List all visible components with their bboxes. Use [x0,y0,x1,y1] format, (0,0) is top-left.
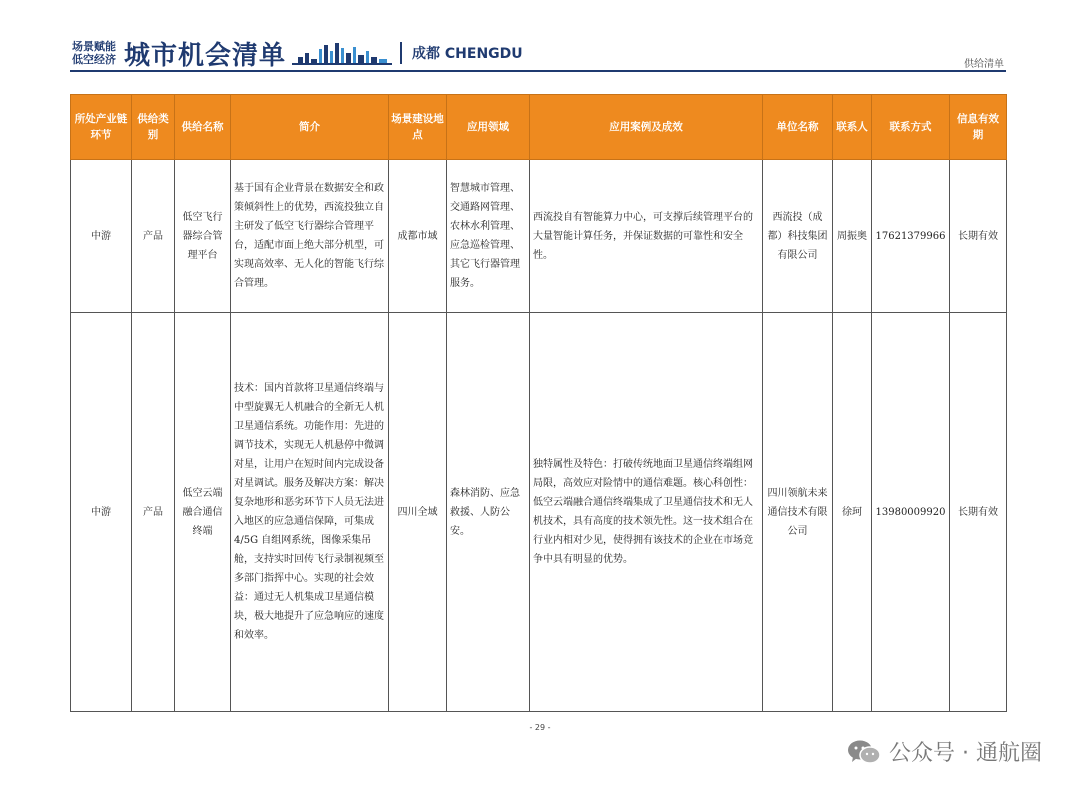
watermark-text: 公众号 · 通航圈 [889,741,1042,766]
col-header-phone: 联系方式 [872,95,950,160]
cell-name: 低空飞行器综合管理平台 [175,160,231,313]
page-header [72,36,523,70]
cell-phone: 17621379966 [872,160,950,313]
section-label: 供给清单 [964,59,1004,70]
cell-name: 低空云端融合通信终端 [175,313,231,712]
header-tag-line2: 低空经济 [72,53,116,66]
col-header-category: 供给类别 [132,95,175,160]
header-tag [72,40,116,66]
cell-validity: 长期有效 [950,160,1007,313]
header-divider [400,42,402,64]
header-tag-line1: 场景赋能 [72,40,116,53]
cell-phone: 13980009920 [872,313,950,712]
col-header-name: 供给名称 [175,95,231,160]
table-header-row [71,95,1007,160]
cell-org: 西流投（成都）科技集团有限公司 [763,160,833,313]
col-header-validity: 信息有效期 [950,95,1007,160]
col-header-location: 场景建设地点 [389,95,447,160]
cell-category: 产品 [132,160,175,313]
supply-table [70,94,1007,712]
col-header-stage: 所处产业链环节 [71,95,132,160]
cell-intro: 技术：国内首款将卫星通信终端与中型旋翼无人机融合的全新无人机卫星通信系统。功能作用：先进的调节技术，实现无人机悬停中微调对星，让用户在短时间内完成设备对星调试。服务及解决方案：解决复杂地形和恶劣环节下人员无法进入地区的应急通信保障，可集成 4/5G 自组网系统，图像采集吊舱，支持实时回传飞行录制视频至多部门指挥中心。实现的社会效益：通过无人机集成卫星通信模块，极大地提升了应急响应的速度和效率。 [231,313,389,712]
skyline-icon [292,39,392,67]
col-header-intro: 简介 [231,95,389,160]
cell-field: 智慧城市管理、交通路网管理、农林水利管理、应急巡检管理、其它飞行器管理服务。 [447,160,530,313]
cell-stage: 中游 [71,160,132,313]
cell-cases: 西流投自有智能算力中心，可支撑后续管理平台的大量智能计算任务，并保证数据的可靠性和安全性。 [530,160,763,313]
cell-contact: 周振奥 [833,160,872,313]
cell-location: 成都市域 [389,160,447,313]
header-title: 城市机会清单 [124,40,287,71]
wechat-icon [847,739,881,765]
cell-category: 产品 [132,313,175,712]
col-header-cases: 应用案例及成效 [530,95,763,160]
cell-contact: 徐珂 [833,313,872,712]
page-number: - 29 - [529,723,551,732]
table-row [71,160,1007,313]
header-city: 成都 CHENGDU [412,46,523,62]
watermark [847,736,1042,767]
cell-cases: 独特属性及特色：打破传统地面卫星通信终端组网局限，高效应对险情中的通信难题。核心科创性：低空云端融合通信终端集成了卫星通信技术和无人机技术，具有高度的技术领先性。这一技术组合在行业内相对少见，使得拥有该技术的企业在市场竞争中具有明显的优势。 [530,313,763,712]
cell-intro: 基于国有企业背景在数据安全和政策倾斜性上的优势，西流投独立自主研发了低空飞行器综合管理平台，适配市面上绝大部分机型，可实现高效率、无人化的智能飞行综合管理。 [231,160,389,313]
header-rule [70,70,1006,72]
cell-org: 四川领航未来通信技术有限公司 [763,313,833,712]
cell-location: 四川全域 [389,313,447,712]
cell-validity: 长期有效 [950,313,1007,712]
col-header-contact: 联系人 [833,95,872,160]
col-header-field: 应用领域 [447,95,530,160]
cell-stage: 中游 [71,313,132,712]
col-header-org: 单位名称 [763,95,833,160]
cell-field: 森林消防、应急救援、人防公安。 [447,313,530,712]
table-row [71,313,1007,712]
